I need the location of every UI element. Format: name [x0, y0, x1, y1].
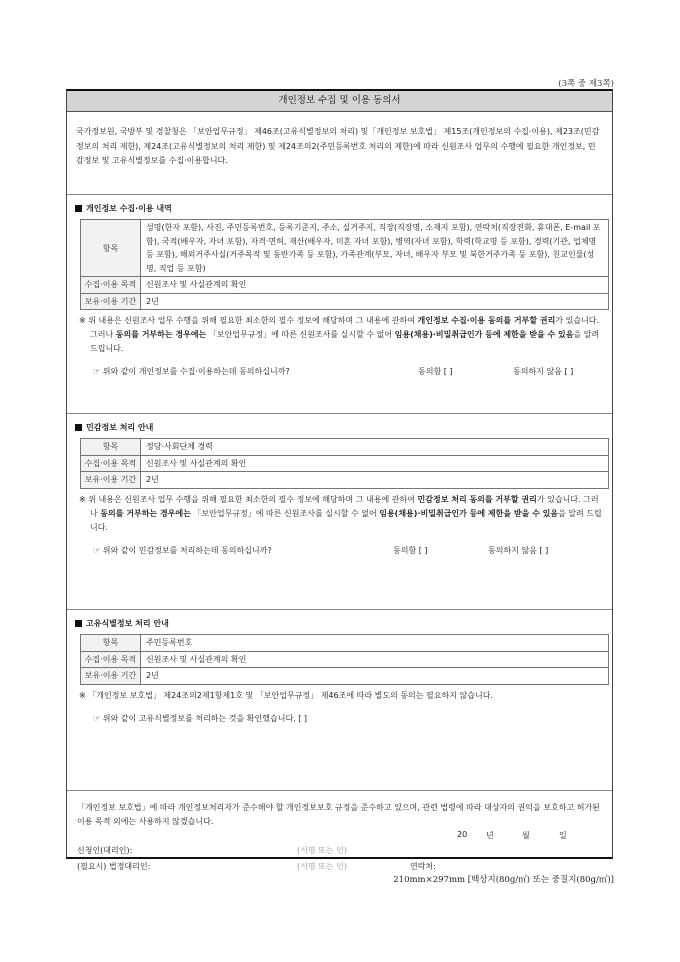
section-personal-info	[67, 203, 612, 413]
confirm-question	[93, 712, 604, 726]
agree-checkbox[interactable]: 동의함 [ ]	[393, 545, 428, 555]
row-label: 수집·이용 목적	[81, 277, 141, 294]
closing-text: 「개인정보 보호법」에 따라 개인정보처리자가 준수해야 할 개인정보보호 규정을 준수하고 있으며, 관련 법령에 따라 대상자의 권익을 보호하고 허가된 이용 목적 외에는 사용하지 않겠습니다.	[77, 803, 600, 826]
row-label: 수집·이용 목적	[81, 455, 141, 472]
agree-checkbox[interactable]: 동의함 [ ]	[418, 367, 453, 376]
info-table	[80, 634, 609, 685]
row-label: 보유·이용 기간	[81, 472, 141, 489]
date-day: 일	[559, 831, 567, 840]
row-label: 항목	[81, 220, 141, 277]
row-value: 성명(한자 포함), 사진, 주민등록번호, 등록기준지, 주소, 실거주지, 직장(직장명, 소재지 포함), 연락처(직장전화, 휴대폰, E-mail 포함), 국적(배우자, 자녀 포함), 자격·면허, 재산(배우자, 미혼 자녀 포함), 병역(자녀 포함), 학력(학교명 등 포함), 경력(기관, 업체명 등 포함), 해외거주사실(거주목적 및 동반가족 등 포함), 가족관계(부모, 자녀, 배우자 부모 및 북한거주가족 등 포함), 친교인물(성명, 직업 등 포함)	[141, 220, 609, 277]
applicant-signature-field[interactable]: (서명 또는 인)	[297, 846, 347, 855]
notice: ※ 위 내용은 신원조사 업무 수행을 위해 필요한 최소한의 필수 정보에 해당하며 그 내용에 관하여 개인정보 수집·이용 동의를 거부할 권리가 있습니다. 그러나 동의를 거부하는 경우에는 「보안업무규정」에 따른 신원조사를 실시할 수 없어 임용(채용)·비밀취급인가 등에 제한을 받을 수 있음을 알려 드립니다.	[79, 316, 600, 353]
row-label: 수집·이용 목적	[81, 651, 141, 668]
applicant-label: 신청인(대리인):	[77, 846, 133, 855]
notice: ※ 「개인정보 보호법」 제24조의2제1항제1호 및 「보안업무규정」 제46조에 따라 별도의 동의는 필요하지 않습니다.	[79, 690, 493, 700]
consent-form	[66, 89, 613, 871]
form-title: 개인정보 수집 및 이용 동의서	[67, 91, 612, 112]
paper-spec-footer: 210mm×297mm [백상지(80g/㎡) 또는 중질지(80g/㎡)]	[393, 875, 614, 885]
section-unique-id-info	[67, 618, 612, 790]
row-value: 신원조사 및 사실관계의 확인	[141, 277, 609, 294]
section-title: 개인정보 수집·이용 내역	[86, 204, 172, 213]
agent-signature-field[interactable]: (서명 또는 인)	[297, 862, 347, 871]
disagree-checkbox[interactable]: 동의하지 않음 [ ]	[513, 367, 574, 376]
row-value: 2년	[141, 472, 609, 489]
date-line	[67, 829, 612, 845]
section-sensitive-info	[67, 422, 612, 609]
page-label: (3쪽 중 제3쪽)	[558, 79, 614, 89]
disagree-checkbox[interactable]: 동의하지 않음 [ ]	[488, 545, 549, 555]
intro-text: 국가정보원, 국방부 및 경찰청은 「보안업무규정」 제46조(고유식별정보의 처리) 및「개인정보 보호법」 제15조(개인정보의 수집·이용), 제23조(민감정보의 처리 제한), 제24조(고유식별정보의 처리 제한) 및 제24조의2(주민등록번호 처리의 제한)에 따라 신원조사 업무의 수행에 필요한 개인정보, 민감정보 및 고유식별정보를 수집·이용합니다.	[76, 127, 600, 165]
row-value: 주민등록번호	[141, 635, 609, 652]
row-value: 2년	[141, 668, 609, 685]
section-title: 민감정보 처리 안내	[86, 423, 154, 432]
row-label: 항목	[81, 635, 141, 652]
consent-question: ☞ 위와 같이 개인정보를 수집·이용하는데 동의하십니까? 동의함 [ ] 동의하지 않음 [ ]	[93, 365, 604, 379]
applicant-row	[67, 845, 612, 861]
notice: ※ 위 내용은 신원조사 업무 수행을 위해 필요한 최소한의 필수 정보에 해당하며 그 내용에 관하여 민감정보 처리 동의를 거부할 권리가 있습니다. 그러나 동의를 거부하는 경우에는 「보안업무규정」에 따른 신원조사를 실시할 수 없어 임용(채용)·비밀취급인가 등에 제한을 받을 수 있음을 알려 드립니다.	[79, 494, 602, 532]
row-value: 2년	[141, 293, 609, 310]
row-value: 신원조사 및 사실관계의 확인	[141, 455, 609, 472]
contact-label: 연락처:	[410, 862, 436, 871]
row-label: 항목	[81, 439, 141, 456]
row-label: 보유·이용 기간	[81, 293, 141, 310]
confirm-checkbox[interactable]: ☞ 위와 같이 고유식별정보를 처리하는 것을 확인했습니다. [ ]	[93, 713, 308, 723]
date-month: 월	[522, 831, 530, 840]
row-value: 신원조사 및 사실관계의 확인	[141, 651, 609, 668]
info-table	[80, 219, 609, 310]
date-year-unit: 년	[486, 831, 494, 840]
date-year: 20	[457, 830, 468, 839]
info-table	[80, 438, 609, 489]
row-value: 정당·사회단체 경력	[141, 439, 609, 456]
agent-label: (필요시) 법정대리인:	[77, 862, 151, 871]
row-label: 보유·이용 기간	[81, 668, 141, 685]
consent-question: ☞ 위와 같이 민감정보를 처리하는데 동의하십니까? 동의함 [ ] 동의하지 않음 [ ]	[93, 544, 604, 558]
section-title: 고유식별정보 처리 안내	[86, 619, 169, 628]
